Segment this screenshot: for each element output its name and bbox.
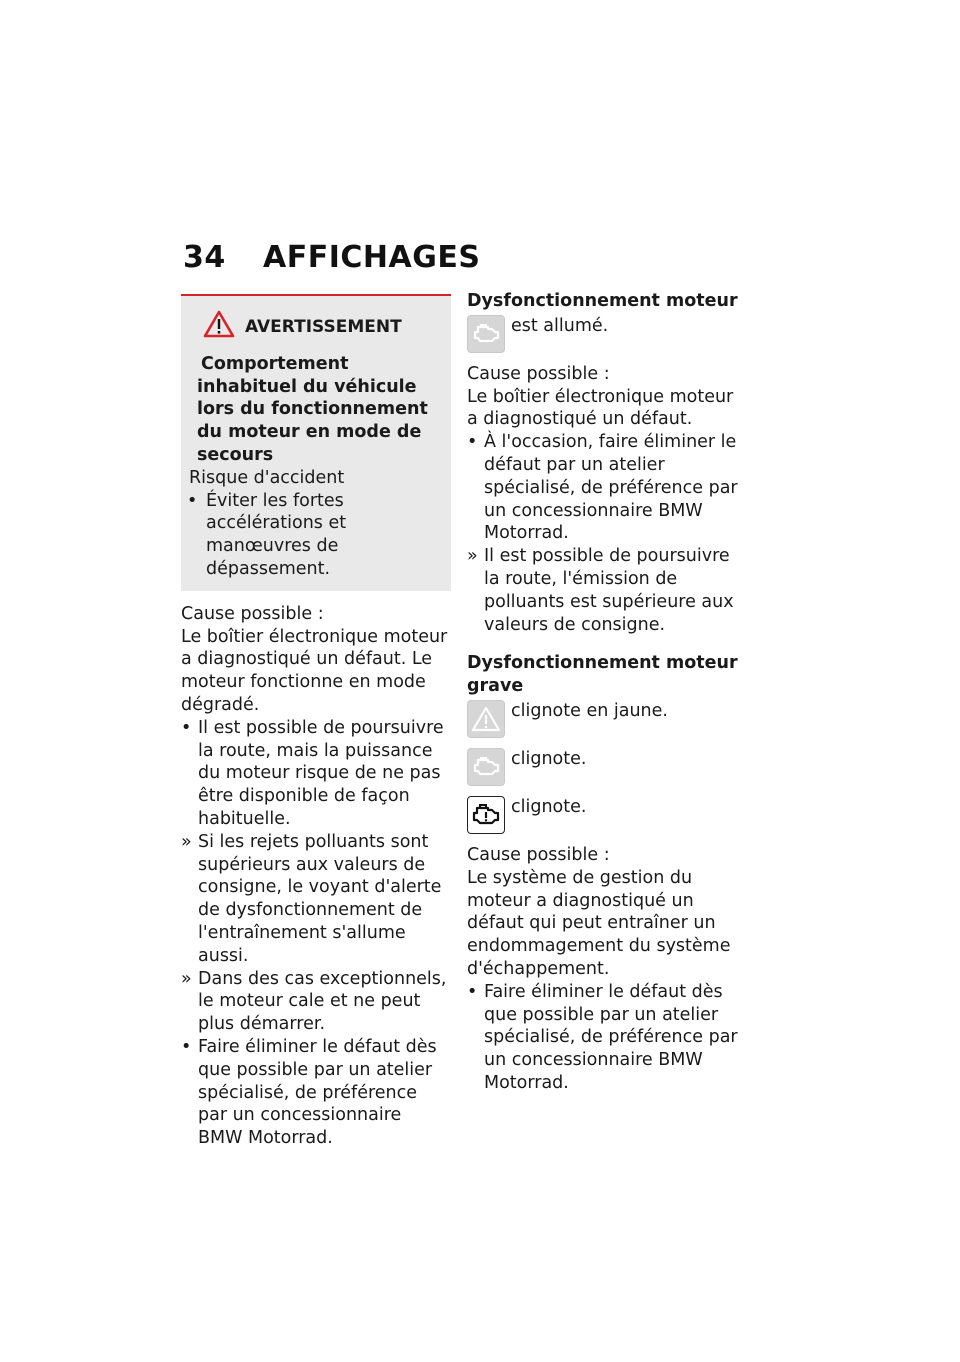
cause-label: Cause possible : <box>467 363 610 384</box>
warning-triangle-icon <box>467 700 505 738</box>
indicator-row <box>467 700 739 738</box>
list-item-text: Faire éliminer le défaut dès que possible par un atelier spécialisé, de préférence par un concessionnaire BMW Motorrad. <box>198 1036 437 1149</box>
cause-text: Le boîtier électronique moteur a diagnostiqué un défaut. Le moteur fonctionne en mode dégradé. <box>181 626 448 715</box>
page-number: 34 <box>183 240 226 275</box>
engine-check-icon <box>467 796 505 834</box>
list-item-text: À l'occasion, faire éliminer le défaut par un atelier spécialisé, de préférence par un concessionnaire BMW Motorrad. <box>484 432 738 544</box>
warning-bullet <box>187 490 441 581</box>
warning-title: AVERTISSEMENT <box>245 317 402 337</box>
list-item <box>181 968 451 1036</box>
list-item <box>467 981 739 1095</box>
engine-icon <box>467 315 505 353</box>
section-heading: Dysfonctionnement moteur <box>467 291 738 311</box>
warning-triangle-icon <box>203 310 235 345</box>
list-item-text: Dans des cas exceptionnels, le moteur cale et ne peut plus démarrer. <box>198 968 447 1035</box>
indicator-text: clignote en jaune. <box>511 700 668 721</box>
list-item-text: Faire éliminer le défaut dès que possible par un atelier spécialisé, de préférence par un concessionnaire BMW Motorrad. <box>484 981 738 1093</box>
bullet-marker: • <box>187 490 198 511</box>
list-item-text: Il est possible de poursuivre la route, l'émission de polluants est supérieure aux valeurs de consigne. <box>484 546 734 635</box>
list-item-text: Il est possible de poursuivre la route, mais la puissance du moteur risque de ne pas être disponible de façon habituelle. <box>198 717 444 829</box>
list-marker: • <box>467 432 478 453</box>
indicator-text: clignote. <box>511 748 587 769</box>
list-marker: » <box>467 546 478 567</box>
cause-label: Cause possible : <box>181 603 324 624</box>
right-column <box>467 290 739 1095</box>
list-marker: » <box>181 968 192 989</box>
list-item <box>181 831 451 968</box>
indicator-row <box>467 796 739 834</box>
list-item-text: Si les rejets polluants sont supérieurs aux valeurs de consigne, le voyant d'alerte de dysfonctionnement de l'entraînement s'allume aussi. <box>198 831 442 966</box>
list-item <box>181 717 451 831</box>
indicator-row <box>467 315 739 353</box>
list-marker: • <box>181 717 192 738</box>
section-heading: Dysfonctionnement moteur grave <box>467 653 738 697</box>
indicator-row <box>467 748 739 786</box>
warning-bullet-text: Éviter les fortes accélérations et manœuvres de dépassement. <box>206 490 347 579</box>
list-marker: » <box>181 831 192 852</box>
engine-icon <box>467 748 505 786</box>
list-marker: • <box>467 981 478 1002</box>
list-item <box>467 545 739 636</box>
warning-lead: Comportement inhabituel du véhicule lors du fonctionnement du moteur en mode de secours <box>197 353 428 465</box>
warning-box <box>181 294 451 591</box>
cause-label: Cause possible : <box>467 844 610 865</box>
left-column <box>181 294 451 1150</box>
warning-risk: Risque d'accident <box>189 467 345 488</box>
warning-header <box>203 310 441 345</box>
cause-text: Le système de gestion du moteur a diagnostiqué un défaut qui peut entraîner un endommagement du système d'échappement. <box>467 867 731 979</box>
list-item <box>181 1036 451 1150</box>
list-marker: • <box>181 1036 192 1057</box>
page-header <box>183 240 480 275</box>
list-item <box>467 431 739 545</box>
indicator-text: est allumé. <box>511 315 609 336</box>
page-title: AFFICHAGES <box>263 240 481 275</box>
indicator-text: clignote. <box>511 796 587 817</box>
cause-text: Le boîtier électronique moteur a diagnostiqué un défaut. <box>467 386 734 430</box>
